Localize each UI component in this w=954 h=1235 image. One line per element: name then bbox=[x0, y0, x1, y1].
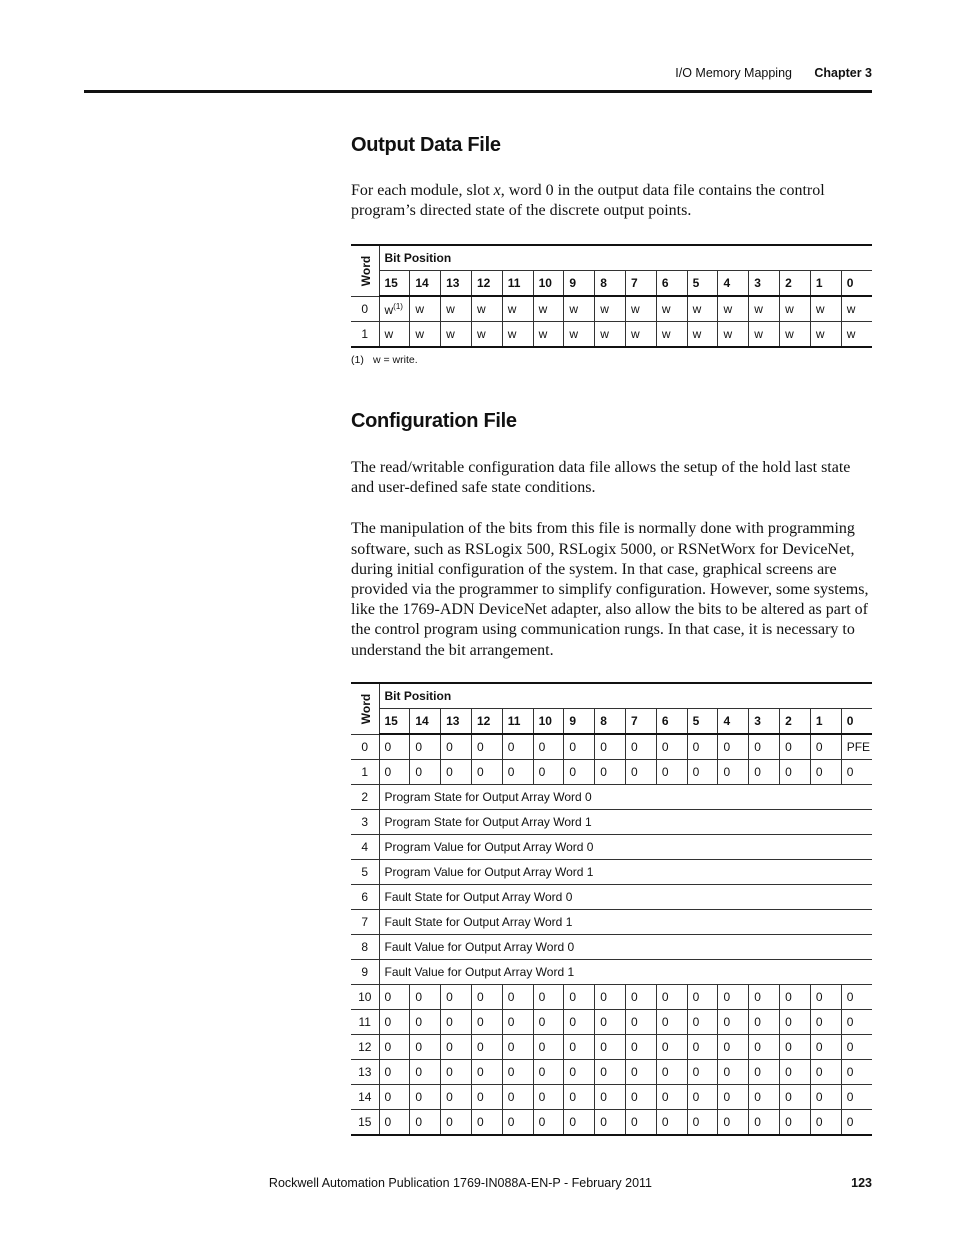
bit-cell: 0 bbox=[810, 1060, 841, 1085]
word-number: 0 bbox=[351, 734, 379, 760]
word-column-header: Word bbox=[351, 683, 379, 734]
bit-cell: w bbox=[533, 296, 564, 322]
bit-cell: 0 bbox=[656, 1010, 687, 1035]
bit-cell: 0 bbox=[841, 1110, 872, 1136]
footer-publication: Rockwell Automation Publication 1769-IN088A-EN-P - February 2011 bbox=[268, 1176, 652, 1190]
bit-cell: 0 bbox=[595, 985, 626, 1010]
bit-cell: 0 bbox=[379, 985, 410, 1010]
table-row bbox=[351, 1035, 872, 1060]
table-row bbox=[351, 985, 872, 1010]
bit-cell: 0 bbox=[626, 1035, 657, 1060]
bit-cell: 0 bbox=[471, 985, 502, 1010]
table-row bbox=[351, 760, 872, 785]
bit-cell: w bbox=[656, 322, 687, 348]
word-number: 12 bbox=[351, 1035, 379, 1060]
output-data-table bbox=[351, 244, 872, 348]
footnote-number: (1) bbox=[351, 354, 364, 366]
word-number: 8 bbox=[351, 935, 379, 960]
bit-cell: 0 bbox=[564, 1110, 595, 1136]
table-row bbox=[351, 322, 872, 348]
bit-cell: w bbox=[780, 322, 811, 348]
bit-cell: 0 bbox=[841, 1010, 872, 1035]
bit-cell: 0 bbox=[687, 1060, 718, 1085]
word-number: 1 bbox=[351, 322, 379, 348]
bit-number-header: 14 bbox=[410, 271, 441, 297]
bit-cell: 0 bbox=[379, 1035, 410, 1060]
bit-cell: 0 bbox=[656, 1035, 687, 1060]
bit-cell: 0 bbox=[687, 1110, 718, 1136]
output-table-footnote bbox=[351, 354, 872, 366]
bit-cell: 0 bbox=[687, 985, 718, 1010]
bit-cell: 0 bbox=[379, 760, 410, 785]
bit-number-header: 7 bbox=[626, 271, 657, 297]
table-row bbox=[351, 835, 872, 860]
bit-cell: PFE bbox=[841, 734, 872, 760]
bit-cell: 0 bbox=[810, 1110, 841, 1136]
bit-cell: w bbox=[810, 322, 841, 348]
header-chapter: Chapter 3 bbox=[814, 66, 872, 80]
bit-cell: w bbox=[687, 296, 718, 322]
bit-cell: 0 bbox=[749, 760, 780, 785]
bit-cell: 0 bbox=[441, 985, 472, 1010]
bit-number-header: 3 bbox=[749, 709, 780, 735]
bit-cell: 0 bbox=[379, 1060, 410, 1085]
word-number: 10 bbox=[351, 985, 379, 1010]
bit-cell: 0 bbox=[841, 1060, 872, 1085]
table-row bbox=[351, 785, 872, 810]
bit-number-header: 14 bbox=[410, 709, 441, 735]
configuration-file-table bbox=[351, 682, 872, 1136]
bit-cell: w bbox=[718, 296, 749, 322]
bit-cell: 0 bbox=[533, 760, 564, 785]
bit-cell: 0 bbox=[626, 1085, 657, 1110]
bit-number-header: 7 bbox=[626, 709, 657, 735]
word-number: 11 bbox=[351, 1010, 379, 1035]
output-data-file-heading: Output Data File bbox=[351, 134, 501, 156]
footnote-text: w = write. bbox=[373, 354, 418, 366]
bit-cell: 0 bbox=[749, 1010, 780, 1035]
bit-cell: 0 bbox=[410, 1010, 441, 1035]
bit-cell: 0 bbox=[595, 1010, 626, 1035]
bit-cell: 0 bbox=[626, 760, 657, 785]
bit-cell: 0 bbox=[533, 1110, 564, 1136]
bit-cell: 0 bbox=[780, 1110, 811, 1136]
bit-cell: 0 bbox=[441, 734, 472, 760]
bit-cell: 0 bbox=[656, 760, 687, 785]
bit-cell: 0 bbox=[749, 1085, 780, 1110]
bit-cell: 0 bbox=[841, 760, 872, 785]
word-number: 0 bbox=[351, 296, 379, 322]
bit-cell: 0 bbox=[471, 1085, 502, 1110]
bit-cell: 0 bbox=[471, 1110, 502, 1136]
bit-cell: 0 bbox=[595, 1060, 626, 1085]
bit-cell: 0 bbox=[564, 734, 595, 760]
bit-cell: 0 bbox=[810, 1085, 841, 1110]
bit-cell: w bbox=[502, 322, 533, 348]
table-row bbox=[351, 296, 872, 322]
slot-variable: x bbox=[493, 182, 501, 199]
config-paragraph-1: The read/writable configuration data file allows the setup of the hold last state and user-defined safe state conditions. bbox=[351, 459, 851, 497]
output-data-table-wrap bbox=[351, 244, 872, 366]
bit-cell: 0 bbox=[595, 1110, 626, 1136]
bit-cell: w bbox=[687, 322, 718, 348]
bit-cell: 0 bbox=[533, 1035, 564, 1060]
bit-number-header: 8 bbox=[595, 271, 626, 297]
bit-number-header: 9 bbox=[564, 271, 595, 297]
word-description: Fault Value for Output Array Word 1 bbox=[379, 960, 872, 985]
bit-cell: 0 bbox=[749, 1035, 780, 1060]
bit-cell: 0 bbox=[564, 985, 595, 1010]
bit-cell: w bbox=[626, 296, 657, 322]
bit-cell: w bbox=[471, 296, 502, 322]
bit-cell: 0 bbox=[379, 1010, 410, 1035]
word-number: 7 bbox=[351, 910, 379, 935]
bit-cell: 0 bbox=[533, 1060, 564, 1085]
bit-number-header: 11 bbox=[502, 709, 533, 735]
bit-cell: w bbox=[441, 296, 472, 322]
bit-cell: 0 bbox=[379, 1085, 410, 1110]
bit-number-header: 4 bbox=[718, 271, 749, 297]
bit-cell: 0 bbox=[471, 760, 502, 785]
bit-cell: 0 bbox=[626, 734, 657, 760]
table-row bbox=[351, 1085, 872, 1110]
bit-number-header: 13 bbox=[441, 271, 472, 297]
bit-position-header: Bit Position bbox=[379, 245, 872, 271]
bit-cell: 0 bbox=[656, 1110, 687, 1136]
bit-cell: 0 bbox=[410, 985, 441, 1010]
bit-cell: 0 bbox=[502, 1110, 533, 1136]
bit-number-header: 5 bbox=[687, 271, 718, 297]
bit-cell: 0 bbox=[841, 1085, 872, 1110]
bit-cell: 0 bbox=[687, 1010, 718, 1035]
bit-cell: 0 bbox=[749, 985, 780, 1010]
bit-cell: 0 bbox=[626, 1110, 657, 1136]
bit-cell: 0 bbox=[441, 1085, 472, 1110]
bit-number-header: 9 bbox=[564, 709, 595, 735]
bit-cell: 0 bbox=[564, 1060, 595, 1085]
bit-cell: 0 bbox=[780, 1010, 811, 1035]
bit-cell: 0 bbox=[441, 1110, 472, 1136]
bit-cell: 0 bbox=[564, 1010, 595, 1035]
bit-number-header: 3 bbox=[749, 271, 780, 297]
bit-cell: 0 bbox=[502, 1010, 533, 1035]
table-row bbox=[351, 734, 872, 760]
bit-cell: w bbox=[564, 322, 595, 348]
bit-cell: 0 bbox=[502, 1035, 533, 1060]
bit-cell: 0 bbox=[656, 1060, 687, 1085]
output-paragraph: For each module, slot x, word 0 in the output data file contains the control program’s directed state of the discrete output points. bbox=[351, 182, 825, 220]
bit-cell: 0 bbox=[718, 1085, 749, 1110]
bit-number-header: 5 bbox=[687, 709, 718, 735]
bit-cell: 0 bbox=[687, 734, 718, 760]
bit-cell: 0 bbox=[810, 985, 841, 1010]
bit-cell: 0 bbox=[749, 1110, 780, 1136]
bit-cell: 0 bbox=[749, 734, 780, 760]
bit-cell: 0 bbox=[718, 760, 749, 785]
word-number: 13 bbox=[351, 1060, 379, 1085]
table-row bbox=[351, 910, 872, 935]
bit-number-header: 8 bbox=[595, 709, 626, 735]
footnote-reference: (1) bbox=[393, 301, 403, 311]
bit-cell: w bbox=[502, 296, 533, 322]
bit-number-header: 4 bbox=[718, 709, 749, 735]
bit-position-header: Bit Position bbox=[379, 683, 872, 709]
bit-number-header: 12 bbox=[471, 709, 502, 735]
table-row bbox=[351, 1110, 872, 1136]
bit-cell: 0 bbox=[687, 760, 718, 785]
bit-cell: w bbox=[841, 296, 872, 322]
bit-number-header: 6 bbox=[656, 709, 687, 735]
bit-cell: 0 bbox=[718, 1035, 749, 1060]
bit-cell: 0 bbox=[780, 1035, 811, 1060]
bit-cell: w bbox=[780, 296, 811, 322]
bit-cell: 0 bbox=[410, 1035, 441, 1060]
word-number: 3 bbox=[351, 810, 379, 835]
bit-cell: 0 bbox=[502, 734, 533, 760]
bit-cell: 0 bbox=[780, 734, 811, 760]
bit-cell: 0 bbox=[533, 985, 564, 1010]
bit-cell: 0 bbox=[471, 1035, 502, 1060]
bit-number-header: 6 bbox=[656, 271, 687, 297]
bit-cell: 0 bbox=[718, 1060, 749, 1085]
bit-number-header: 10 bbox=[533, 709, 564, 735]
bit-cell: 0 bbox=[687, 1085, 718, 1110]
bit-cell: 0 bbox=[780, 760, 811, 785]
word-description: Fault Value for Output Array Word 0 bbox=[379, 935, 872, 960]
word-number: 15 bbox=[351, 1110, 379, 1136]
bit-cell: 0 bbox=[410, 1110, 441, 1136]
word-description: Program State for Output Array Word 1 bbox=[379, 810, 872, 835]
bit-cell: 0 bbox=[718, 1110, 749, 1136]
bit-cell: 0 bbox=[626, 1060, 657, 1085]
bit-cell: 0 bbox=[841, 985, 872, 1010]
table-row bbox=[351, 860, 872, 885]
config-paragraph-2: The manipulation of the bits from this file is normally done with programming software, such as RSLogix 500, RSLogix 5000, or RSNetWorx for DeviceNet, during initial configuration of the system. In that case, graphical screens are provided via the programmer to simplify configuration. However, some systems, like the 1769-ADN DeviceNet adapter, also allow the bits to be altered as part of the control program using communication rungs. In that case, it is necessary to understand the bit arrangement. bbox=[351, 520, 869, 659]
bit-cell: 0 bbox=[502, 1060, 533, 1085]
bit-cell: 0 bbox=[841, 1035, 872, 1060]
bit-cell: 0 bbox=[718, 1010, 749, 1035]
bit-cell: 0 bbox=[780, 985, 811, 1010]
word-column-header: Word bbox=[351, 245, 379, 296]
bit-cell: 0 bbox=[810, 1010, 841, 1035]
bit-cell: 0 bbox=[595, 1085, 626, 1110]
bit-cell: w bbox=[810, 296, 841, 322]
bit-cell: 0 bbox=[441, 1060, 472, 1085]
bit-cell: 0 bbox=[410, 734, 441, 760]
bit-cell: 0 bbox=[379, 1110, 410, 1136]
bit-cell: 0 bbox=[471, 1010, 502, 1035]
bit-cell: w bbox=[749, 322, 780, 348]
bit-cell: 0 bbox=[564, 760, 595, 785]
bit-cell: 0 bbox=[780, 1060, 811, 1085]
word-number: 6 bbox=[351, 885, 379, 910]
bit-number-header: 2 bbox=[780, 271, 811, 297]
bit-cell: 0 bbox=[595, 1035, 626, 1060]
bit-number-header: 0 bbox=[841, 271, 872, 297]
word-description: Fault State for Output Array Word 1 bbox=[379, 910, 872, 935]
output-section bbox=[351, 134, 872, 221]
bit-number-header: 2 bbox=[780, 709, 811, 735]
configuration-file-heading: Configuration File bbox=[351, 410, 517, 432]
word-description: Program State for Output Array Word 0 bbox=[379, 785, 872, 810]
bit-cell: 0 bbox=[626, 1010, 657, 1035]
bit-cell: w bbox=[410, 322, 441, 348]
bit-cell: 0 bbox=[749, 1060, 780, 1085]
config-section bbox=[351, 410, 872, 661]
bit-cell: 0 bbox=[441, 1035, 472, 1060]
bit-cell: 0 bbox=[441, 1010, 472, 1035]
bit-cell: 0 bbox=[810, 1035, 841, 1060]
word-number: 2 bbox=[351, 785, 379, 810]
bit-cell: 0 bbox=[533, 1010, 564, 1035]
bit-cell: 0 bbox=[502, 985, 533, 1010]
bit-cell: w bbox=[718, 322, 749, 348]
bit-cell: $w^{(1)}$ bbox=[379, 296, 410, 322]
bit-cell: w bbox=[533, 322, 564, 348]
page-number: 123 bbox=[851, 1176, 872, 1190]
bit-cell: 0 bbox=[502, 1085, 533, 1110]
bit-cell: 0 bbox=[656, 734, 687, 760]
bit-cell: 0 bbox=[718, 734, 749, 760]
bit-cell: 0 bbox=[410, 1085, 441, 1110]
bit-cell: 0 bbox=[471, 1060, 502, 1085]
bit-cell: 0 bbox=[656, 1085, 687, 1110]
table-row bbox=[351, 935, 872, 960]
word-description: Fault State for Output Array Word 0 bbox=[379, 885, 872, 910]
bit-cell: w bbox=[410, 296, 441, 322]
bit-number-header: 12 bbox=[471, 271, 502, 297]
bit-cell: 0 bbox=[718, 985, 749, 1010]
bit-cell: w bbox=[749, 296, 780, 322]
bit-cell: w bbox=[595, 296, 626, 322]
bit-number-header: 15 bbox=[379, 709, 410, 735]
bit-cell: 0 bbox=[410, 1060, 441, 1085]
bit-cell: 0 bbox=[595, 734, 626, 760]
bit-cell: 0 bbox=[441, 760, 472, 785]
bit-cell: 0 bbox=[687, 1035, 718, 1060]
bit-cell: w bbox=[564, 296, 595, 322]
word-description: Program Value for Output Array Word 1 bbox=[379, 860, 872, 885]
bit-cell: 0 bbox=[810, 734, 841, 760]
bit-cell: 0 bbox=[780, 1085, 811, 1110]
word-number: 5 bbox=[351, 860, 379, 885]
table-row bbox=[351, 885, 872, 910]
bit-cell: 0 bbox=[410, 760, 441, 785]
bit-cell: 0 bbox=[595, 760, 626, 785]
word-description: Program Value for Output Array Word 0 bbox=[379, 835, 872, 860]
word-number: 1 bbox=[351, 760, 379, 785]
table-row bbox=[351, 960, 872, 985]
bit-cell: 0 bbox=[533, 1085, 564, 1110]
word-number: 9 bbox=[351, 960, 379, 985]
table-row bbox=[351, 1010, 872, 1035]
bit-cell: 0 bbox=[379, 734, 410, 760]
bit-cell: 0 bbox=[810, 760, 841, 785]
bit-number-header: 13 bbox=[441, 709, 472, 735]
bit-cell: w bbox=[471, 322, 502, 348]
bit-cell: 0 bbox=[502, 760, 533, 785]
page-header bbox=[84, 66, 872, 93]
bit-cell: w bbox=[841, 322, 872, 348]
config-table-wrap bbox=[351, 682, 872, 1136]
bit-cell: 0 bbox=[533, 734, 564, 760]
bit-cell: w bbox=[656, 296, 687, 322]
bit-number-header: 1 bbox=[810, 709, 841, 735]
bit-cell: 0 bbox=[471, 734, 502, 760]
bit-number-header: 11 bbox=[502, 271, 533, 297]
word-number: 4 bbox=[351, 835, 379, 860]
word-number: 14 bbox=[351, 1085, 379, 1110]
table-row bbox=[351, 810, 872, 835]
bit-cell: 0 bbox=[626, 985, 657, 1010]
bit-cell: 0 bbox=[656, 985, 687, 1010]
bit-number-header: 10 bbox=[533, 271, 564, 297]
bit-cell: w bbox=[441, 322, 472, 348]
table-row bbox=[351, 1060, 872, 1085]
header-section-title: I/O Memory Mapping bbox=[675, 66, 792, 80]
bit-number-header: 15 bbox=[379, 271, 410, 297]
bit-cell: w bbox=[379, 322, 410, 348]
bit-cell: 0 bbox=[564, 1085, 595, 1110]
bit-cell: w bbox=[595, 322, 626, 348]
bit-number-header: 0 bbox=[841, 709, 872, 735]
bit-cell: w bbox=[626, 322, 657, 348]
bit-number-header: 1 bbox=[810, 271, 841, 297]
bit-cell: 0 bbox=[564, 1035, 595, 1060]
